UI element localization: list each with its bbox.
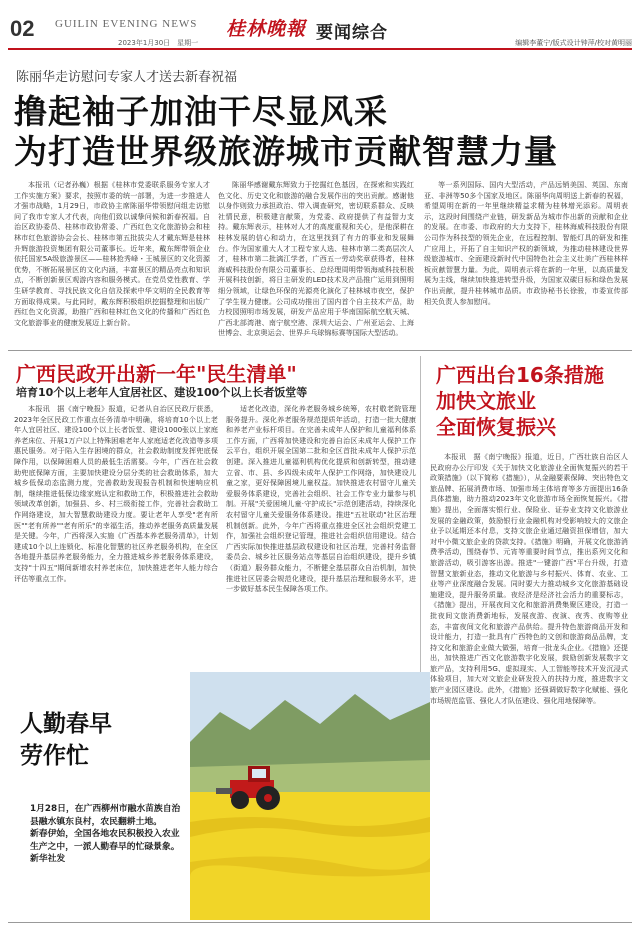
story-two-col2: 适老化改造，深化养老服务城乡统筹，农村敬老院管理服务提升。深化养老服务规范提质年活动，打造一批大健康和养老产业标杆项目。在完善未成年人保护和儿童福利体系工作方面，广西将加快建设和完善自治区未成年人保护工作云平台，组织开展全国第二批和全区首批未成年人保护示范创建。深入推进儿童福利机构优化提质和创新转型，推动建立省、市、县、乡四级未成年人保护工作网络，加快建设儿童之家，更好保障困境儿童权益。加快推进农村留守儿童关爱服务体系建设，完善社会组织、社会工作专业力量参与机制。开展"关爱困境儿童·守护成长"示范创建活动，持续深化农村留守儿童关爱服务体系建设。推进"五社联动"社区治理机制创新。此外，今年广西将重点推进全区社会组织党建工作，加强社会组织登记管理，推进社会组织信用建设。结合广西实际加快推进基层政权建设和社区治理，完善村务监督委员会、城乡社区服务站点等基层自治组织建设，提升乡镇（街道）服务群众能力，不断健全基层群众自治机制，加快推进社区居委会规范化建设，提升基层治理和服务水平，进一步做好基本民生保障各项工作。 xyxy=(226,404,416,594)
page-number: 02 xyxy=(10,16,35,41)
lead-headline-line2: 为打造世界级旅游城市贡献智慧力量 xyxy=(14,132,558,171)
lead-headline-line1: 撸起袖子加油干尽显风采 xyxy=(14,92,388,131)
masthead xyxy=(0,0,640,48)
lead-story-col3: 等一系列国际、国内大型活动，产品远销美国、英国、东南亚、非洲等50多个国家及地区。陈丽华向周明送上新春的祝福，希望周明在新的一年里继续精益求精为桂林增光添彩。周明表示，这段时间围绕产业链，研发新品为城市作出新的贡献和企业的发展。在市委、市政府的大力支持下，桂林海威科技股份有限公司作为科技型的领先企业，在远程控制、智能灯具的研发和推广应用上，开拓了自主知识产权的新领域，为推动桂林建设世界级旅游城市、全面建设新时代中国特色社会主义壮美广西桂林样板贡献智慧力量。为此，周明表示将在新的一年里，以高质量发展为主线，继续加快推进转型升级，为国家双碳目标和绿色发展作出贡献，提升桂林城市品质。市政协秘书长徐骏，市委宣传部相关负责人参加慰问。 xyxy=(424,180,628,306)
editor-credits: 编辑李董宁/版式设计钟萍/校对黄明丽 xyxy=(515,39,632,47)
masthead-rule xyxy=(8,48,632,50)
photo-caption: 1月28日，在广西柳州市融水苗族自治县融水镇东良村，农民翻耕土地。 新春伊始，全国各地农民积极投入农业生产之中，一派人勤春早的忙碌景象。 新华社发 xyxy=(30,804,181,865)
farm-photo-illustration xyxy=(190,672,430,920)
photo-feature-title-line2: 劳作忙 xyxy=(20,742,89,769)
story-three-headline-line1: 广西出台16条措施 xyxy=(436,363,604,387)
story-three-headline-line3: 全面恢复振兴 xyxy=(436,415,556,439)
lead-kicker: 陈丽华走访慰问专家人才送去新春祝福 xyxy=(16,70,238,85)
photo-feature-title-line1: 人勤春早 xyxy=(20,710,112,737)
farm-photo xyxy=(190,672,430,920)
story-three-headline-line2: 加快文旅业 xyxy=(436,389,536,413)
issue-date: 2023年1月30日 星期一 xyxy=(118,39,199,47)
section-title: 要闻综合 xyxy=(316,23,388,43)
photo-rapeseed-field xyxy=(190,792,430,920)
lead-story-col1: 本报讯（记者孙巍）根据《桂林市党委联系服务专家人才工作实施方案》要求，按照市委的统一部署，为进一步推进人才强市战略，1月29日，市政协主席陈丽华带领慰问组走访慰问了我市专家人才代表，向他们致以诚挚问候和新春祝福。自治区政协委员、桂林市政协常委、广西红色文化旅游协会和桂林市红色旅游协会会长、桂林市第五批拔尖人才戴东辉是桂林升辉旅游投资集团有限公司董事长。近年来，戴东辉带领企业依托国家5A级旅游景区——桂林抢秀峰・王城景区的文化资源优势，不断拓展景区的文化内涵，丰富景区的精品亮点和知识点，不断创新景区观游内容和服务模式。在党员党性教育、学生研学教育、寻找民族文化自信及探索中华文明的全民教育等方面取得成果。与此同时，戴东辉积极组织挖掘整理和出版广西红色文化资源，助推广西和桂林红色文化的传播和广西红色文化旅游事业的健康发展迈上新台阶。 xyxy=(14,180,210,327)
story-three-body: 本报讯 据《南宁晚报》报道，近日，广西壮族自治区人民政府办公厅印发《关于加快文化旅游业全面恢复振兴的若干政策措施》（以下简称《措施》），从金融要素保障、突出特色文旅品牌、拓展消费市场、加强市场主体培育等多方面提出16条具体措施，助力推动2023年文化旅游市场全面恢复振兴。《措施》提出，全面落实银行业、保险业、证券业支持文化旅游业发展的金融政策，鼓励银行业金融机构对受影响较大的文旅企业予以延期还本付息，支持文旅企业通过融资担保增信，加大对中小微文旅企业的贷款支持。《措施》明确，开展文化旅游消费季活动，围绕春节、元宵等重要时间节点，推出系列文化和旅游活动，吸引游客出游。推进"一键游广西"平台升级，打造智慧文旅新业态，推动文化旅游与乡村振兴、体育、农业、工业等产业深度融合发展。同时要大力推动城乡文化旅游基础设施建设，提升服务质量。夜经济是经济社会活力的重要标志，《措施》提出，开展夜间文化和旅游消费集聚区建设，打造一批夜间文旅消费新地标，发展夜游、夜演、夜秀、夜购等业态，丰富夜间文化和旅游产品供给。提升特色旅游商品开发和设计能力，打造一批具有广西特色的文创和旅游商品品牌，支持文化和旅游企业做大做强，培育一批龙头企业。《措施》还提出，加快推进广西文化旅游数字化发展，鼓励创新发展数字文旅产品，支持利用5G、虚拟现实、人工智能等技术开发沉浸式体验项目，加大对文旅企业研发投入的扶持力度，推进数字文旅产业园区建设。此外，《措施》还强调做好数字化赋能、强化市场规范监管、强化人才队伍建设、强化用地保障等。 xyxy=(430,452,628,705)
footer-rule xyxy=(8,922,632,923)
story-three-headline xyxy=(436,362,604,440)
newspaper-logo: 桂林晚報 xyxy=(226,18,307,40)
story-two-headline: 广西民政开出新一年"民生清单" xyxy=(16,362,297,386)
section-divider xyxy=(8,350,632,351)
lead-story-col2: 陈丽华感谢戴东辉致力于挖掘红色基因，在探索和实践红色文化、历史文化和旅游的融合发展作出的突出贡献。感谢他以身作则致力承担政治、带入调查研究，密切联系群众、反映社情民意，积极建言献策，为党委、政府提供了有益智力支持。戴东辉表示，桂林对人才的高度重视和关心，是他深耕在桂林发展的信心和动力，在这里找到了有力的事业和发展舞台。作为国家重大人才工程专家人选、桂林市第二类高层次人才，桂林市第二批漓江学者，广西五一劳动奖章获得者，桂林海威科技股份有限公司董事长、总经理周明带领海威科技积极开展科技创新，将日主研发的LED技术及产品推广运用到照明细分领域，让绿色环保的光源亮化演化了桂林城市夜空，保护了学生视力健康。公司成功推出了国内首个自主技术产品，助力校园照明市场发展，研发产品应用于华南国际航空航天城、广西北部湾港、南宁航空港、深圳大运会、广州亚运会、上海世博会、北京奥运会、世界乒乓球锦标赛等国际大型活动。 xyxy=(218,180,414,338)
photo-feature-title xyxy=(20,708,112,772)
paper-english-name: GUILIN EVENING NEWS xyxy=(55,18,198,30)
story-two-col1: 本报讯 据《南宁晚报》报道，记者从自治区民政厅获悉，2023年全区民政工作重点任务清单中明确，将培育10个以上老年人宜居社区、建设100个以上长者饭堂、建设1000张以上家庭养老床位、开展1万户以上特殊困难老年人家庭适老化改造等多项惠民服务。对于陷入生存困境的群众，社会救助制度发挥兜底保障作用，以保障困难人员的最低生活需要。今年，广西在社会救助兜底保障方面，主要加快建设分层分类的社会救助体系，加大城乡低保动态监测力度，完善救助发现报告机制和快速响应机制，继续推进低保边缘家庭认定和救助工作，积极推进社会救助领域改革创新，加强县、乡、村三级衔接工作，完善社会救助工作网络建设，加大智慧救助建设力度。要让老年人享受"老有所医""老有所养""老有所乐"的幸福生活，推动养老服务高质量发展是关键。今年，广西将深入实施《广西基本养老服务清单》，计划建成10个以上连锁化、标准化智慧的社区养老服务机构，在全区各地提升基层养老服务能力，全力推进城乡养老服务体系建设，支持"十四五"期间新增农村养老床位，加快推进老年人能力综合评估等重点工作。 xyxy=(14,404,218,583)
story-two-subhead: 培育10个以上老年人宜居社区、建设100个以上长者饭堂等 xyxy=(16,386,308,399)
